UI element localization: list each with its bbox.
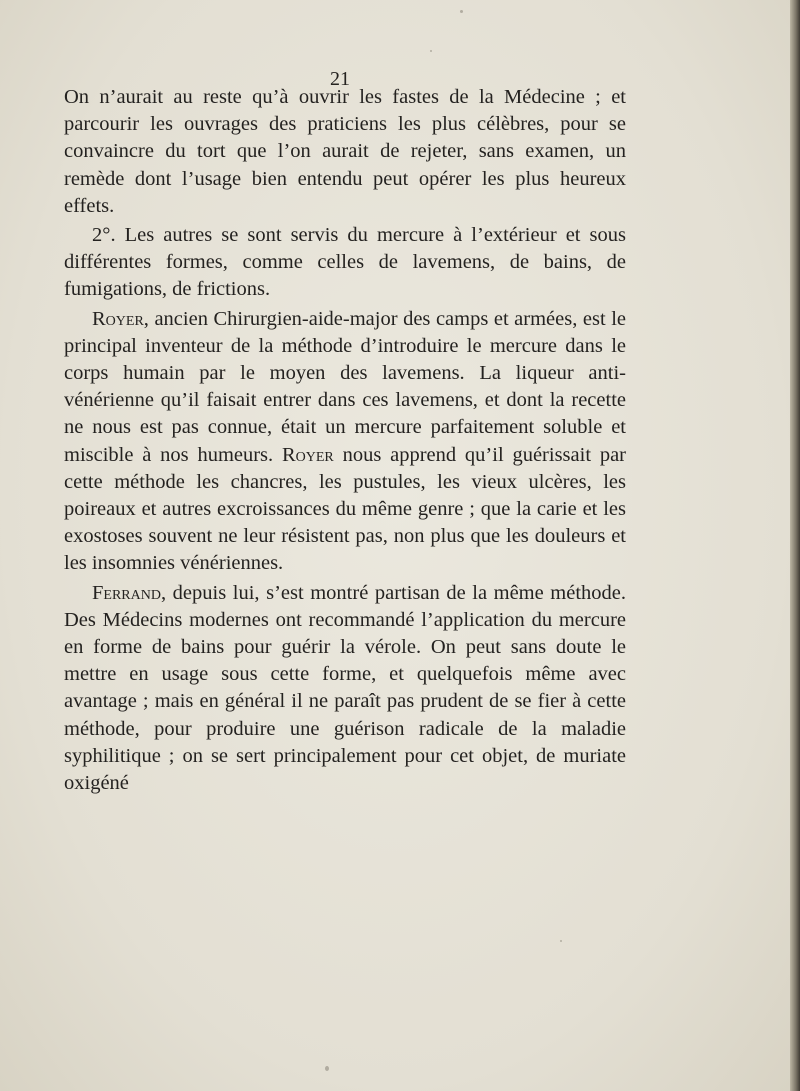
page-edge-shadow bbox=[790, 0, 800, 1091]
author-name-royer: Royer bbox=[92, 307, 144, 330]
paragraph-2: 2°. Les autres se sont servis du mercure à l’extérieur et sous différentes formes, comme celles de lavemens, de bains, de fumigations, de frictions. bbox=[64, 224, 626, 301]
paragraph-3 bbox=[64, 306, 626, 578]
paper-speck bbox=[560, 940, 562, 942]
paragraph-1: On n’aurait au reste qu’à ouvrir les fastes de la Médecine ; et parcourir les ouvrages des praticiens les plus célèbres, pour se convaincre du tort que l’on aurait de rejeter, sans examen, un remède dont l’usage bien entendu peut opérer les plus heureux effets. bbox=[64, 86, 626, 217]
paper-speck bbox=[460, 10, 463, 13]
author-name-royer-inline: Royer bbox=[281, 443, 334, 466]
paragraph-4-text: , depuis lui, s’est montré partisan de la même méthode. Des Médecins modernes ont recommandé l’application du mercure en forme de bains pour guérir la vérole. On peut sans doute le mettre en usage sous cette forme, et quelquefois même avec avantage ; mais en général il ne paraît pas prudent de se fier à cette méthode, pour produire une guérison radicale de la maladie syphilitique ; on se sert principalement pour cet objet, de muriate oxigéné bbox=[64, 581, 626, 795]
body-text bbox=[64, 84, 626, 797]
paper-speck bbox=[430, 50, 432, 52]
paper-speck bbox=[325, 1066, 329, 1071]
paragraph-3-text-after: nous apprend qu’il guérissait par cette méthode les chancres, les pustules, les vieux ulcères, les poireaux et autres excroissances du même genre ; que la carie et les exostoses souvent ne leur résistent pas, non plus que les douleurs et les insomnies vénériennes. bbox=[64, 443, 626, 575]
author-name-ferrand: Ferrand bbox=[92, 581, 161, 604]
page-number: 21 bbox=[330, 68, 350, 90]
paragraph-3-text: , ancien Chirurgien-aide-major des camps et armées, est le principal inventeur de la méthode d’introduire le mercure dans le corps humain par le moyen des lavemens. La liqueur anti-vénérienne qu’il faisait entrer dans ces lavemens, et dont la recette ne nous est pas connue, était un mercure parfaitement soluble et miscible à nos humeurs. bbox=[64, 307, 626, 466]
paragraph-4 bbox=[64, 580, 626, 798]
